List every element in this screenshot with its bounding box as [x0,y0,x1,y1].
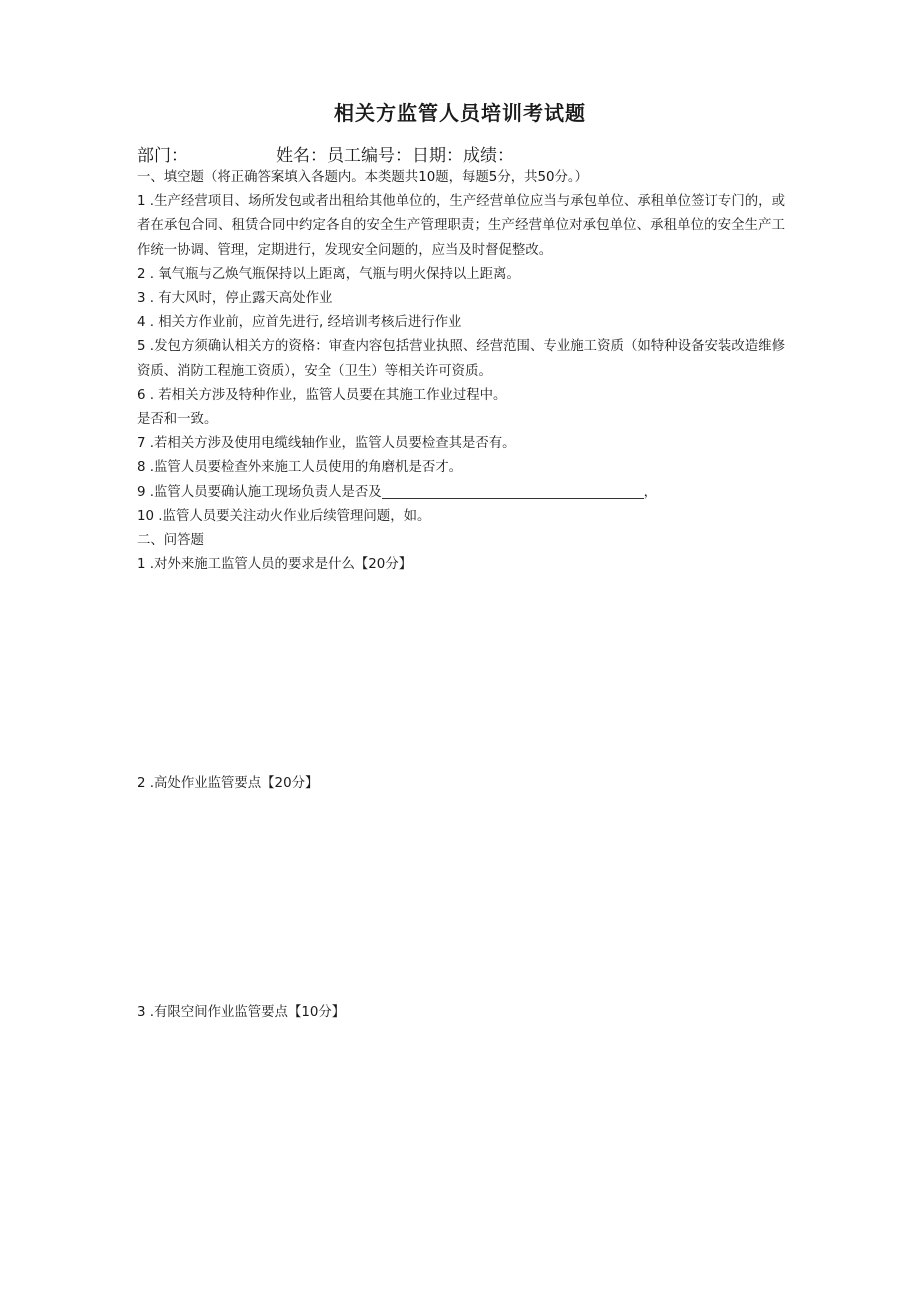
question-2: 2 . 氧气瓶与乙焕气瓶保持以上距离，气瓶与明火保持以上距离。 [137,266,520,282]
question-6-cont: 是否和一致。 [137,412,218,428]
dept-label: 部门： [137,146,188,166]
essay-question-1: 1 .对外来施工监管人员的要求是什么【20分】 [137,557,413,573]
section2-heading: 二、问答题 [137,533,204,549]
question-6: 6 . 若相关方涉及特种作业，监管人员要在其施工作业过程中。 [137,387,507,403]
exam-header [137,141,514,166]
name-id-date-score-labels: 姓名：员工编号：日期：成绩： [276,146,514,166]
question-3: 3 . 有大风时，停止露天高处作业 [137,291,333,307]
exam-title: 相关方监管人员培训考试题 [334,101,586,125]
question-8: 8 .监管人员要检查外来施工人员使用的角磨机是否才。 [137,460,463,476]
question-9-text: 9 .监管人员要确认施工现场负责人是否及 [137,484,382,500]
question-10: 10 .监管人员要关注动火作业后续管理问题，如。 [137,508,431,524]
question-7: 7 .若相关方涉及使用电缆线轴作业，监管人员要检查其是否有。 [137,436,516,452]
question-1: 1 .生产经营项目、场所发包或者出租给其他单位的，生产经营单位应当与承包单位、承租单位签订专门的，或者在承包合同、租赁合同中约定各自的安全生产管理职责；生产经营单位对承包单位、承租单位的安全生产工作统一协调、管理，定期进行，发现安全问题的，应当及时督促整改。 [137,194,785,258]
essay-question-3: 3 .有限空间作业监管要点【10分】 [137,1005,346,1020]
essay-question-2: 2 .高处作业监管要点【20分】 [137,776,319,791]
answer-blank[interactable] [382,484,644,499]
question-9-suffix: ， [643,484,658,500]
section-fill-in [137,166,785,577]
section1-heading: 一、填空题（将正确答案填入各题内。本类题共10题，每题5分，共50分。） [137,170,589,185]
question-4: 4 . 相关方作业前，应首先进行, 经培训考核后进行作业 [137,315,462,331]
question-5: 5 .发包方须确认相关方的资格：审查内容包括营业执照、经营范围、专业施工资质（如特种设备安装改造维修资质、消防工程施工资质），安全（卫生）等相关许可资质。 [137,339,785,379]
question-9 [137,481,785,505]
